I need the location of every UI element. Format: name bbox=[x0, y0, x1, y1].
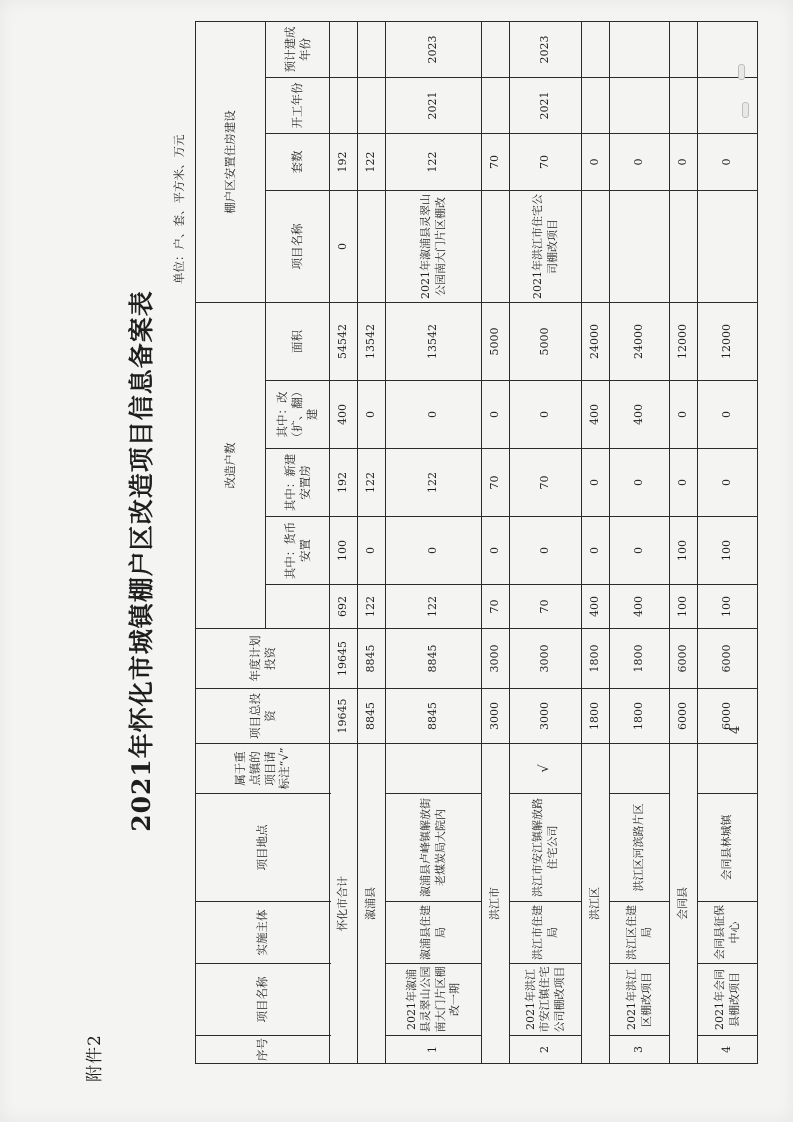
cash-cell: 0 bbox=[582, 517, 610, 585]
summary-row-huitong bbox=[670, 21, 698, 1063]
project-name-cell: 2021年洪江市安江镇住宅公司棚改项目 bbox=[510, 964, 582, 1036]
header-seq: 序号 bbox=[196, 1036, 330, 1064]
new-build-cell: 0 bbox=[670, 449, 698, 517]
cash-cell: 0 bbox=[482, 517, 510, 585]
resettle-sets-cell: 0 bbox=[670, 133, 698, 190]
resettle-sets-cell: 0 bbox=[582, 133, 610, 190]
new-build-cell: 0 bbox=[698, 449, 758, 517]
rebuild-cell: 400 bbox=[610, 381, 670, 449]
cash-cell: 100 bbox=[670, 517, 698, 585]
resettle-name-cell bbox=[670, 190, 698, 302]
rebuild-cell: 0 bbox=[482, 381, 510, 449]
project-row-2 bbox=[510, 21, 582, 1063]
resettle-start-cell: 2021 bbox=[386, 77, 482, 133]
households-cell: 70 bbox=[510, 585, 582, 629]
area-cell: 12000 bbox=[698, 302, 758, 380]
cash-cell: 100 bbox=[698, 517, 758, 585]
resettle-finish-cell: 2023 bbox=[386, 21, 482, 77]
implementer-cell: 会同县征保中心 bbox=[698, 902, 758, 964]
annual-invest-cell: 1800 bbox=[582, 629, 610, 689]
resettle-name-cell bbox=[358, 190, 386, 302]
area-cell: 13542 bbox=[386, 302, 482, 380]
area-cell: 12000 bbox=[670, 302, 698, 380]
total-invest-cell: 8845 bbox=[386, 689, 482, 744]
project-name-cell: 2021年溆浦县灵翠山公园南大门片区棚改一期 bbox=[386, 964, 482, 1036]
summary-row-hongjiang-city bbox=[482, 21, 510, 1063]
annual-invest-cell: 3000 bbox=[510, 629, 582, 689]
resettle-name-cell bbox=[698, 190, 758, 302]
total-invest-cell: 19645 bbox=[330, 689, 358, 744]
resettle-finish-cell bbox=[582, 21, 610, 77]
header-project-name: 项目名称 bbox=[196, 964, 330, 1036]
new-build-cell: 192 bbox=[330, 449, 358, 517]
header-resettle: 棚户区安置住房建设 bbox=[196, 21, 266, 302]
location-cell: 溆浦县卢峰镇解放街老煤炭局大院内 bbox=[386, 794, 482, 902]
cash-cell: 100 bbox=[330, 517, 358, 585]
total-invest-cell: 8845 bbox=[358, 689, 386, 744]
new-build-cell: 0 bbox=[610, 449, 670, 517]
cash-cell: 0 bbox=[358, 517, 386, 585]
rebuild-cell: 0 bbox=[358, 381, 386, 449]
rebuild-cell: 0 bbox=[698, 381, 758, 449]
resettle-sets-cell: 0 bbox=[698, 133, 758, 190]
summary-row-huaihua bbox=[330, 21, 358, 1063]
implementer-cell: 洪江市住建局 bbox=[510, 902, 582, 964]
document-title: 2021年怀化市城镇棚户区改造项目信息备案表 bbox=[127, 290, 156, 832]
resettle-start-cell bbox=[610, 77, 670, 133]
total-invest-cell: 6000 bbox=[670, 689, 698, 744]
new-build-cell: 122 bbox=[386, 449, 482, 517]
resettle-finish-cell bbox=[330, 21, 358, 77]
resettle-sets-cell: 122 bbox=[386, 133, 482, 190]
page-number: 4 bbox=[728, 725, 743, 734]
resettle-start-cell: 2021 bbox=[510, 77, 582, 133]
summary-label: 怀化市合计 bbox=[330, 744, 358, 1064]
area-cell: 24000 bbox=[610, 302, 670, 380]
households-cell: 122 bbox=[386, 585, 482, 629]
households-cell: 692 bbox=[330, 585, 358, 629]
resettle-name-cell bbox=[582, 190, 610, 302]
project-table bbox=[195, 21, 758, 1064]
new-build-cell: 70 bbox=[510, 449, 582, 517]
area-cell: 5000 bbox=[510, 302, 582, 380]
households-cell: 100 bbox=[670, 585, 698, 629]
seq-cell: 3 bbox=[610, 1036, 670, 1064]
key-city-cell bbox=[698, 744, 758, 794]
area-cell: 5000 bbox=[482, 302, 510, 380]
resettle-sets-cell: 70 bbox=[510, 133, 582, 190]
total-invest-cell: 6000 bbox=[698, 689, 758, 744]
households-cell: 122 bbox=[358, 585, 386, 629]
resettle-start-cell bbox=[582, 77, 610, 133]
resettle-start-cell bbox=[670, 77, 698, 133]
households-cell: 400 bbox=[610, 585, 670, 629]
punch-hole-mark bbox=[742, 102, 749, 118]
resettle-start-cell bbox=[358, 77, 386, 133]
resettle-finish-cell bbox=[482, 21, 510, 77]
resettle-start-cell bbox=[482, 77, 510, 133]
households-cell: 70 bbox=[482, 585, 510, 629]
attachment-label: 附件2 bbox=[85, 1034, 105, 1082]
annual-invest-cell: 6000 bbox=[670, 629, 698, 689]
header-location: 项目地点 bbox=[196, 794, 330, 902]
new-build-cell: 122 bbox=[358, 449, 386, 517]
header-resettle-start: 开工年份 bbox=[266, 77, 330, 133]
location-cell: 洪江区河滨路片区 bbox=[610, 794, 670, 902]
annual-invest-cell: 19645 bbox=[330, 629, 358, 689]
implementer-cell: 洪江区住建局 bbox=[610, 902, 670, 964]
summary-label: 溆浦县 bbox=[358, 744, 386, 1064]
project-row-3 bbox=[610, 21, 670, 1063]
header-resettle-finish: 预计建成年份 bbox=[266, 21, 330, 77]
rebuild-cell: 0 bbox=[386, 381, 482, 449]
location-cell: 会同县林城镇 bbox=[698, 794, 758, 902]
key-city-cell: √ bbox=[510, 744, 582, 794]
seq-cell: 2 bbox=[510, 1036, 582, 1064]
resettle-name-cell: 2021年溆浦县灵翠山公园南大门片区棚改 bbox=[386, 190, 482, 302]
resettle-finish-cell bbox=[358, 21, 386, 77]
annual-invest-cell: 6000 bbox=[698, 629, 758, 689]
resettle-sets-cell: 192 bbox=[330, 133, 358, 190]
resettle-finish-cell bbox=[698, 21, 758, 77]
cash-cell: 0 bbox=[386, 517, 482, 585]
summary-label: 洪江区 bbox=[582, 744, 610, 1064]
cash-cell: 0 bbox=[510, 517, 582, 585]
resettle-start-cell bbox=[330, 77, 358, 133]
seq-cell: 1 bbox=[386, 1036, 482, 1064]
header-key-city: 属于重点镇的项目请标注“√” bbox=[196, 744, 330, 794]
area-cell: 13542 bbox=[358, 302, 386, 380]
total-invest-cell: 1800 bbox=[582, 689, 610, 744]
header-rebuild: 其中：改（扩、翻）建 bbox=[266, 381, 330, 449]
resettle-name-cell: 2021年洪江市住宅公司棚改项目 bbox=[510, 190, 582, 302]
location-cell: 洪江市安江镇解放路住宅公司 bbox=[510, 794, 582, 902]
annual-invest-cell: 3000 bbox=[482, 629, 510, 689]
total-invest-cell: 3000 bbox=[510, 689, 582, 744]
summary-label: 会同县 bbox=[670, 744, 698, 1064]
area-cell: 24000 bbox=[582, 302, 610, 380]
punch-hole-mark bbox=[738, 64, 745, 80]
header-new-build: 其中：新建安置房 bbox=[266, 449, 330, 517]
implementer-cell: 溆浦县住建局 bbox=[386, 902, 482, 964]
resettle-name-cell: 0 bbox=[330, 190, 358, 302]
project-row-1 bbox=[386, 21, 482, 1063]
header-cash: 其中：货币安置 bbox=[266, 517, 330, 585]
header-total-invest: 项目总投资 bbox=[196, 689, 330, 744]
resettle-name-cell bbox=[610, 190, 670, 302]
key-city-cell bbox=[610, 744, 670, 794]
households-cell: 400 bbox=[582, 585, 610, 629]
key-city-cell bbox=[386, 744, 482, 794]
project-row-4 bbox=[698, 21, 758, 1063]
header-area: 面积 bbox=[266, 302, 330, 380]
header-households: 改造户数 bbox=[196, 302, 266, 628]
resettle-finish-cell bbox=[670, 21, 698, 77]
project-name-cell: 2021年会同县棚改项目 bbox=[698, 964, 758, 1036]
resettle-name-cell bbox=[482, 190, 510, 302]
project-name-cell: 2021年洪江区棚改项目 bbox=[610, 964, 670, 1036]
resettle-sets-cell: 70 bbox=[482, 133, 510, 190]
annual-invest-cell: 8845 bbox=[386, 629, 482, 689]
summary-row-xupu bbox=[358, 21, 386, 1063]
new-build-cell: 0 bbox=[582, 449, 610, 517]
annual-invest-cell: 1800 bbox=[610, 629, 670, 689]
resettle-finish-cell: 2023 bbox=[510, 21, 582, 77]
header-resettle-name: 项目名称 bbox=[266, 190, 330, 302]
seq-cell: 4 bbox=[698, 1036, 758, 1064]
rebuild-cell: 0 bbox=[670, 381, 698, 449]
cash-cell: 0 bbox=[610, 517, 670, 585]
rebuild-cell: 400 bbox=[582, 381, 610, 449]
resettle-finish-cell bbox=[610, 21, 670, 77]
header-resettle-sets: 套数 bbox=[266, 133, 330, 190]
header-households-total bbox=[266, 585, 330, 629]
resettle-sets-cell: 0 bbox=[610, 133, 670, 190]
new-build-cell: 70 bbox=[482, 449, 510, 517]
total-invest-cell: 1800 bbox=[610, 689, 670, 744]
area-cell: 54542 bbox=[330, 302, 358, 380]
rebuild-cell: 400 bbox=[330, 381, 358, 449]
summary-label: 洪江市 bbox=[482, 744, 510, 1064]
rebuild-cell: 0 bbox=[510, 381, 582, 449]
resettle-sets-cell: 122 bbox=[358, 133, 386, 190]
annual-invest-cell: 8845 bbox=[358, 629, 386, 689]
summary-row-hongjiang-district bbox=[582, 21, 610, 1063]
header-annual-invest: 年度计划投资 bbox=[196, 629, 330, 689]
households-cell: 100 bbox=[698, 585, 758, 629]
unit-note: 单位：户、套、平方米、万元 bbox=[172, 134, 186, 284]
header-implementer: 实施主体 bbox=[196, 902, 330, 964]
total-invest-cell: 3000 bbox=[482, 689, 510, 744]
